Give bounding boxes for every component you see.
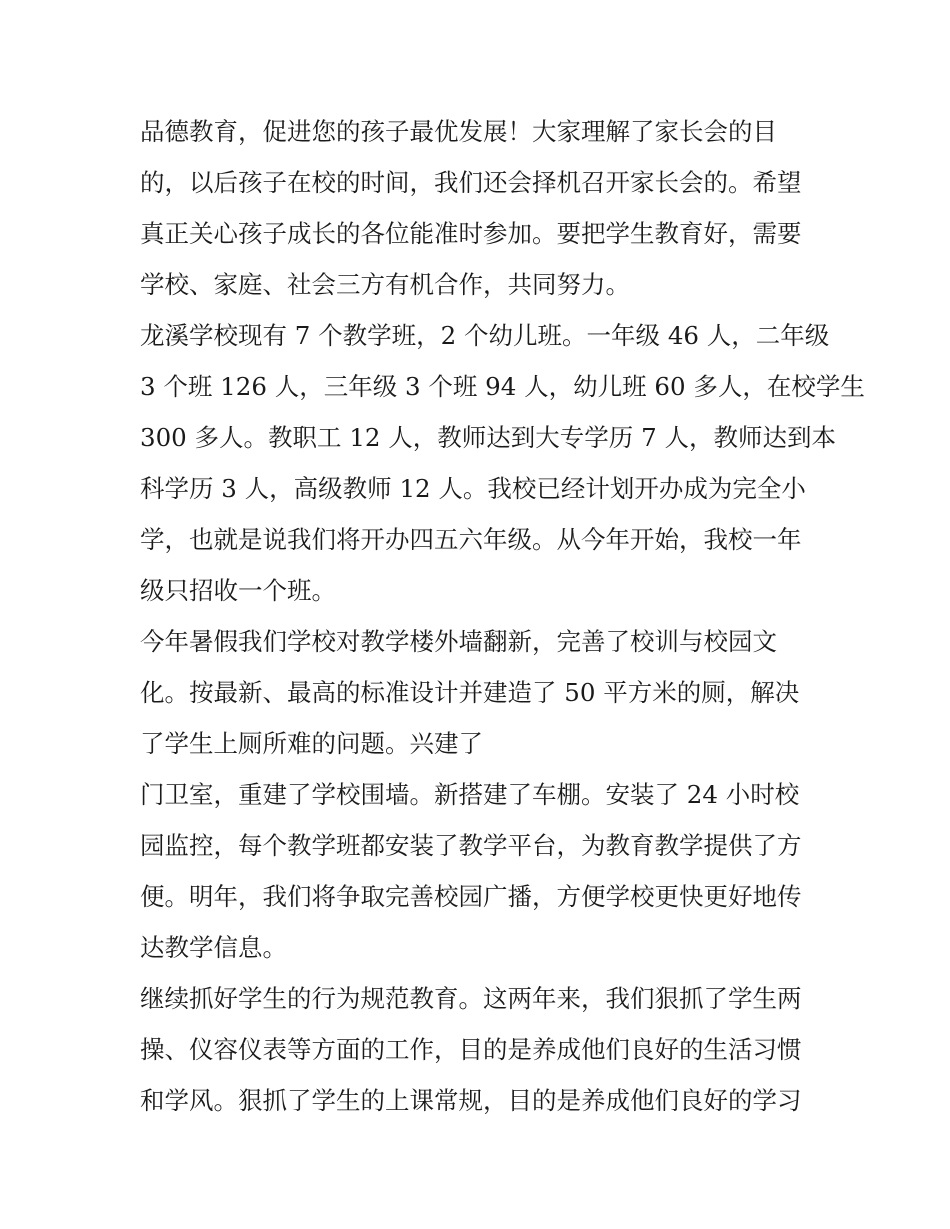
text-line: 达教学信息。 bbox=[140, 933, 287, 962]
text-line: 品德教育，促进您的孩子最优发展！大家理解了家长会的目 bbox=[140, 117, 777, 146]
text-line: 了学生上厕所难的问题。兴建了 bbox=[140, 729, 483, 758]
text-line: 学，也就是说我们将开办四五六年级。从今年开始，我校一年 bbox=[140, 525, 802, 554]
text-line: 300 多人。教职工 12 人，教师达到大专学历 7 人，教师达到本 bbox=[140, 423, 836, 452]
text-line: 科学历 3 人，高级教师 12 人。我校已经计划开办成为完全小 bbox=[140, 474, 806, 503]
text-line: 龙溪学校现有 7 个教学班，2 个幼儿班。一年级 46 人，二年级 bbox=[140, 321, 830, 350]
text-line: 3 个班 126 人，三年级 3 个班 94 人，幼儿班 60 多人，在校学生 bbox=[140, 372, 865, 401]
text-line: 级只招收一个班。 bbox=[140, 576, 336, 605]
text-line: 真正关心孩子成长的各位能准时参加。要把学生教育好，需要 bbox=[140, 219, 802, 248]
text-line: 继续抓好学生的行为规范教育。这两年来，我们狠抓了学生两 bbox=[140, 984, 802, 1013]
text-line: 操、仪容仪表等方面的工作，目的是养成他们良好的生活习惯 bbox=[140, 1035, 802, 1064]
text-line: 化。按最新、最高的标准设计并建造了 50 平方米的厕，解决 bbox=[140, 678, 800, 707]
text-line: 便。明年，我们将争取完善校园广播，方便学校更快更好地传 bbox=[140, 882, 802, 911]
text-line: 学校、家庭、社会三方有机合作，共同努力。 bbox=[140, 270, 630, 299]
text-line: 园监控，每个教学班都安装了教学平台，为教育教学提供了方 bbox=[140, 831, 802, 860]
text-line: 门卫室，重建了学校围墙。新搭建了车棚。安装了 24 小时校 bbox=[140, 780, 800, 809]
body-text bbox=[140, 106, 865, 1126]
text-line: 和学风。狠抓了学生的上课常规，目的是养成他们良好的学习 bbox=[140, 1086, 802, 1115]
text-line: 的，以后孩子在校的时间，我们还会择机召开家长会的。希望 bbox=[140, 168, 802, 197]
text-line: 今年暑假我们学校对教学楼外墙翻新，完善了校训与校园文 bbox=[140, 627, 777, 656]
